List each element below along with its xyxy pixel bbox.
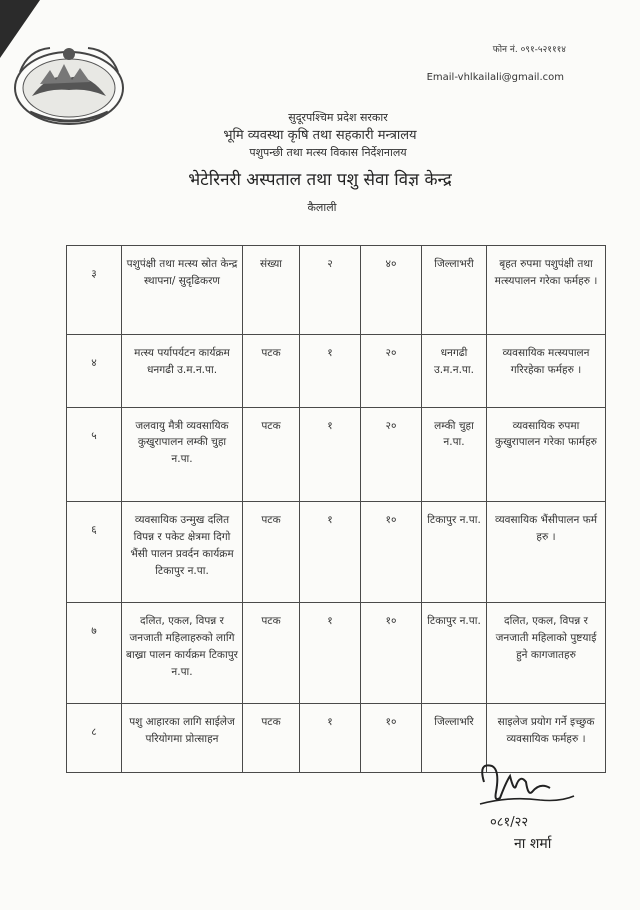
program-table xyxy=(66,245,606,773)
area: जिल्लाभरि xyxy=(422,704,487,773)
table-row xyxy=(67,603,606,704)
unit: पटक xyxy=(243,407,300,502)
program-name: जलवायु मैत्री व्यवसायिक कुखुरापालन लम्की चुहा न.पा. xyxy=(122,407,243,502)
directorate-name: पशुपन्छी तथा मत्स्य विकास निर्देशनालय xyxy=(249,146,407,159)
serial-number: ६ xyxy=(67,502,122,603)
quantity: २ xyxy=(300,246,361,335)
beneficiary: बृहत रुपमा पशुपंक्षी तथा मत्स्यपालन गरेका फर्महरु । xyxy=(487,246,606,335)
province-government: सुदूरपश्चिम प्रदेश सरकार xyxy=(288,111,388,124)
program-name: पशु आहारका लागि साईलेज परियोगमा प्रोत्साहन xyxy=(122,704,243,773)
unit: पटक xyxy=(243,603,300,704)
quantity: १ xyxy=(300,603,361,704)
program-name: मत्स्य पर्यापर्यटन कार्यक्रम धनगढी उ.म.न.पा. xyxy=(122,334,243,407)
budget: १० xyxy=(361,704,422,773)
ministry-name: भूमि व्यवस्था कृषि तथा सहकारी मन्त्रालय xyxy=(223,128,417,143)
beneficiary: व्यवसायिक मत्स्यपालन गरिरहेका फर्महरु । xyxy=(487,334,606,407)
serial-number: ५ xyxy=(67,407,122,502)
budget: २० xyxy=(361,334,422,407)
program-name: व्यवसायिक उन्मुख दलित विपन्न र पकेट क्षेत्रमा दिगो भैंसी पालन प्रवर्दन कार्यक्रम टिकापुर न.पा. xyxy=(122,502,243,603)
serial-number: ७ xyxy=(67,603,122,704)
quantity: १ xyxy=(300,407,361,502)
office-name: भेटेरिनरी अस्पताल तथा पशु सेवा विज्ञ केन्द्र xyxy=(188,170,452,190)
serial-number: ४ xyxy=(67,334,122,407)
area: धनगढी उ.म.न.पा. xyxy=(422,334,487,407)
beneficiary: व्यवसायिक भैंसीपालन फर्म हरु । xyxy=(487,502,606,603)
signature-date: ०८१/२२ xyxy=(490,815,529,830)
area: लम्की चुहा न.पा. xyxy=(422,407,487,502)
unit: पटक xyxy=(243,502,300,603)
table-row xyxy=(67,407,606,502)
serial-number: ८ xyxy=(67,704,122,773)
area: टिकापुर न.पा. xyxy=(422,603,487,704)
email-address: Email-vhlkailali@gmail.com xyxy=(426,72,564,83)
quantity: १ xyxy=(300,704,361,773)
table-row xyxy=(67,502,606,603)
phone-number: फोन नं. ०९१-५२१११४ xyxy=(492,45,566,55)
area: टिकापुर न.पा. xyxy=(422,502,487,603)
quantity: १ xyxy=(300,502,361,603)
handwritten-signature xyxy=(470,752,590,852)
serial-number: ३ xyxy=(67,246,122,335)
beneficiary: व्यवसायिक रुपमा कुखुरापालन गरेका फार्महरु xyxy=(487,407,606,502)
area: जिल्लाभरी xyxy=(422,246,487,335)
budget: १० xyxy=(361,603,422,704)
budget: २० xyxy=(361,407,422,502)
budget: १० xyxy=(361,502,422,603)
budget: ४० xyxy=(361,246,422,335)
beneficiary: दलित, एकल, विपन्न र जनजाती महिलाको पुष्टयाई हुने कागजातहरु xyxy=(487,603,606,704)
unit: पटक xyxy=(243,334,300,407)
program-name: पशुपंक्षी तथा मत्स्य स्रोत केन्द्र स्थापना/ सुदृढिकरण xyxy=(122,246,243,335)
unit: पटक xyxy=(243,704,300,773)
unit: संख्या xyxy=(243,246,300,335)
signature-name: ना शर्मा xyxy=(514,836,552,852)
table-row xyxy=(67,334,606,407)
table-row xyxy=(67,246,606,335)
beneficiary: साइलेज प्रयोग गर्ने इच्छुक व्यवसायिक फर्महरु । xyxy=(487,704,606,773)
program-name: दलित, एकल, विपन्न र जनजाती महिलाहरुको लागि बाख्रा पालन कार्यक्रम टिकापुर न.पा. xyxy=(122,603,243,704)
office-location: कैलाली xyxy=(307,201,337,214)
quantity: १ xyxy=(300,334,361,407)
